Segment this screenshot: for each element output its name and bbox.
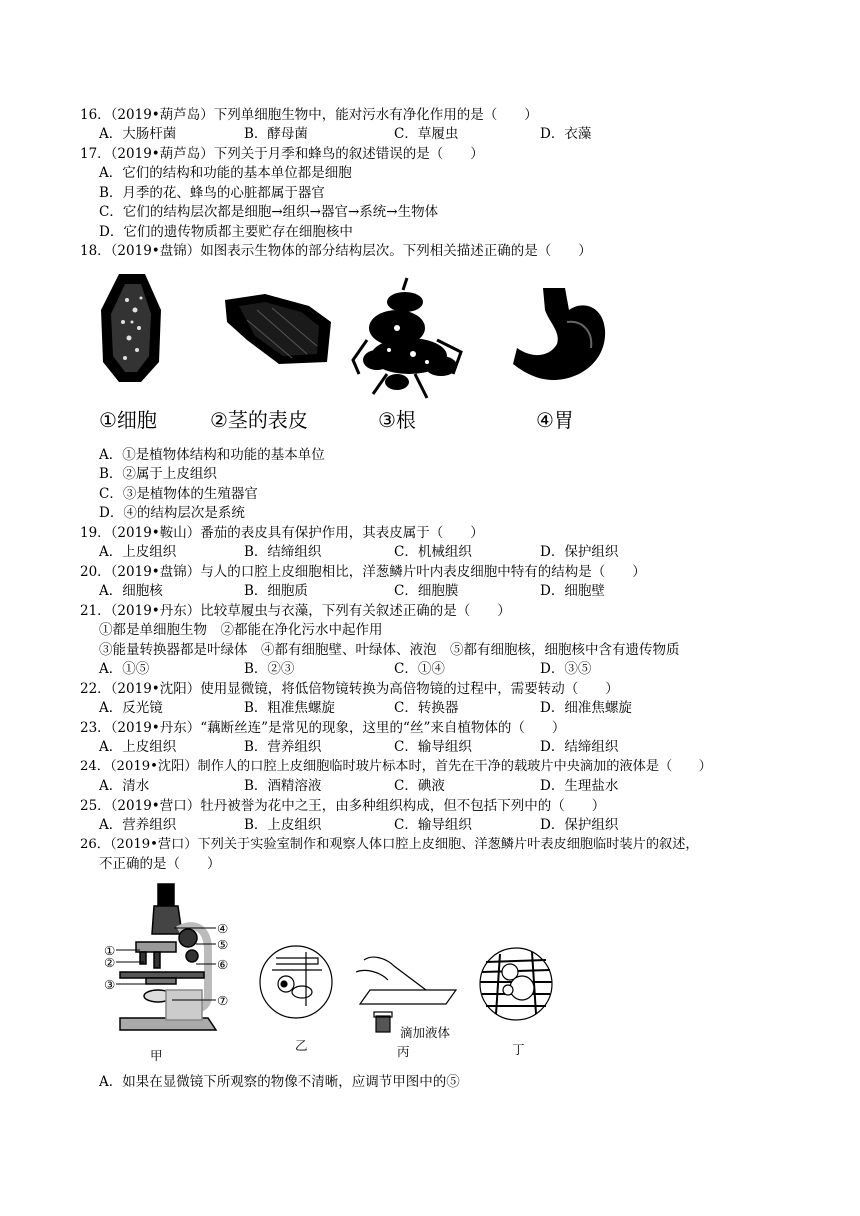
q16-option-c: C．草履虫 xyxy=(394,126,459,142)
q18-caption-epidermis: ②茎的表皮 xyxy=(210,408,308,432)
q18-option-b: B．②属于上皮组织 xyxy=(99,466,217,482)
structure-levels-figure xyxy=(97,270,617,410)
q16-stem: 16．（2019•葫芦岛）下列单细胞生物中，能对污水有净化作用的是（ ） xyxy=(80,107,538,123)
q18-option-a: A．①是植物体结构和功能的基本单位 xyxy=(99,447,325,463)
q23-option-c: C．输导组织 xyxy=(394,739,472,755)
q26-option-a: A．如果在显微镜下所观察的物像不清晰，应调节甲图中的⑤ xyxy=(99,1074,460,1090)
q22-option-a: A．反光镜 xyxy=(99,700,163,716)
q20-option-c: C．细胞膜 xyxy=(394,583,459,599)
q26-stem: 26．（2019•营口）下列关于实验室制作和观察人体口腔上皮细胞、洋葱鳞片叶表皮细胞临时装片的叙述， xyxy=(80,837,699,852)
q24-option-c: C．碘液 xyxy=(394,778,445,794)
q17-option-c: C．它们的结构层次都是细胞→组织→器官→系统→生物体 xyxy=(99,204,439,220)
q22-option-d: D．细准焦螺旋 xyxy=(540,700,632,716)
q21-option-b: B．②③ xyxy=(244,661,295,677)
q17-stem: 17．（2019•葫芦岛）下列关于月季和蜂鸟的叙述错误的是（ ） xyxy=(80,146,484,162)
cell-view-ding xyxy=(480,948,552,1020)
q17-option-a: A．它们的结构和功能的基本单位都是细胞 xyxy=(99,165,352,181)
q19-option-a: A．上皮组织 xyxy=(99,544,177,560)
q22-option-b: B．粗准焦螺旋 xyxy=(244,700,335,716)
figure-caption-jia: 甲 xyxy=(150,1048,163,1063)
q20-stem: 20．（2019•盘锦）与人的口腔上皮细胞相比，洋葱鳞片叶内表皮细胞中特有的结构是（ ） xyxy=(80,564,646,580)
microscope-label-4: ④ xyxy=(217,921,229,936)
q26-stem-continued: 不正确的是（ ） xyxy=(99,856,221,872)
q17-option-b: B．月季的花、蜂鸟的心脏都属于器官 xyxy=(99,185,325,201)
q17-option-d: D．它们的遗传物质都主要贮存在细胞核中 xyxy=(99,224,353,240)
microscope-label-3: ③ xyxy=(104,977,116,992)
microscope-figure xyxy=(96,880,556,1070)
q23-option-d: D．结缔组织 xyxy=(540,739,619,755)
slide-view-yi xyxy=(260,946,332,1018)
q24-option-a: A．清水 xyxy=(99,778,150,794)
q19-option-d: D．保护组织 xyxy=(540,544,619,560)
drop-liquid-label: 滴加液体 xyxy=(400,1025,451,1040)
q20-option-d: D．细胞壁 xyxy=(540,583,605,599)
epidermis-image xyxy=(225,294,331,364)
q19-stem: 19．（2019•鞍山）番茄的表皮具有保护作用，其表皮属于（ ） xyxy=(80,525,484,541)
q24-option-b: B．酒精溶液 xyxy=(244,778,322,794)
microscope-label-6: ⑥ xyxy=(217,957,229,972)
q25-stem: 25．（2019•营口）牡丹被誉为花中之王，由多种组织构成，但不包括下列中的（ ） xyxy=(80,798,606,814)
q21-option-d: D．③⑤ xyxy=(540,661,592,677)
microscope-label-1: ① xyxy=(104,943,116,958)
q21-stem: 21．（2019•丹东）比较草履虫与衣藻，下列有关叙述正确的是（ ） xyxy=(80,603,511,619)
q25-option-a: A．营养组织 xyxy=(99,817,177,833)
q18-caption-stomach: ④胃 xyxy=(536,408,574,432)
q20-option-a: A．细胞核 xyxy=(99,583,163,599)
microscope-label-7: ⑦ xyxy=(217,993,229,1008)
q25-option-d: D．保护组织 xyxy=(540,817,619,833)
dropper-drawing-bing xyxy=(356,957,456,1032)
q18-option-d: D．④的结构层次是系统 xyxy=(99,505,245,521)
microscope-drawing xyxy=(120,884,216,1030)
q22-option-c: C．转换器 xyxy=(394,700,459,716)
root-image xyxy=(353,278,461,398)
figure-caption-ding: 丁 xyxy=(512,1042,525,1057)
q20-option-b: B．细胞质 xyxy=(244,583,308,599)
q18-option-c: C．③是植物体的生殖器官 xyxy=(99,486,258,502)
figure-caption-yi: 乙 xyxy=(295,1038,308,1053)
figure-caption-bing: 丙 xyxy=(397,1044,410,1059)
q18-caption-root: ③根 xyxy=(378,408,416,432)
q21-statements-2: ③能量转换器都是叶绿体 ④都有细胞壁、叶绿体、液泡 ⑤都有细胞核，细胞核中含有遗传物质 xyxy=(99,642,680,658)
q16-option-a: A．大肠杆菌 xyxy=(99,126,177,142)
q24-stem: 24．（2019•沈阳）制作人的口腔上皮细胞临时玻片标本时，首先在干净的载玻片中央滴加的液体是（ ） xyxy=(80,759,712,774)
q19-option-b: B．结缔组织 xyxy=(244,544,322,560)
q23-stem: 23．（2019•丹东）“藕断丝连”是常见的现象，这里的“丝”来自植物体的（ ） xyxy=(80,720,566,736)
microscope-label-2: ② xyxy=(104,955,116,970)
q18-stem: 18．（2019•盘锦）如图表示生物体的部分结构层次。下列相关描述正确的是（ ） xyxy=(80,243,592,259)
q25-option-c: C．输导组织 xyxy=(394,817,472,833)
q21-option-a: A．①⑤ xyxy=(99,661,150,677)
q16-option-b: B．酵母菌 xyxy=(244,126,308,142)
stomach-image xyxy=(513,288,605,380)
q18-caption-cell: ①细胞 xyxy=(99,408,157,432)
q21-option-c: C．①④ xyxy=(394,661,445,677)
q23-option-a: A．上皮组织 xyxy=(99,739,177,755)
q24-option-d: D．生理盐水 xyxy=(540,778,619,794)
q16-option-d: D．衣藻 xyxy=(540,126,592,142)
q19-option-c: C．机械组织 xyxy=(394,544,472,560)
microscope-label-5: ⑤ xyxy=(217,937,229,952)
q23-option-b: B．营养组织 xyxy=(244,739,322,755)
q22-stem: 22．（2019•沈阳）使用显微镜，将低倍物镜转换为高倍物镜的过程中，需要转动（ ） xyxy=(80,681,619,697)
q21-statements-1: ①都是单细胞生物 ②都能在净化污水中起作用 xyxy=(99,622,383,638)
q25-option-b: B．上皮组织 xyxy=(244,817,322,833)
cell-image xyxy=(101,274,161,382)
